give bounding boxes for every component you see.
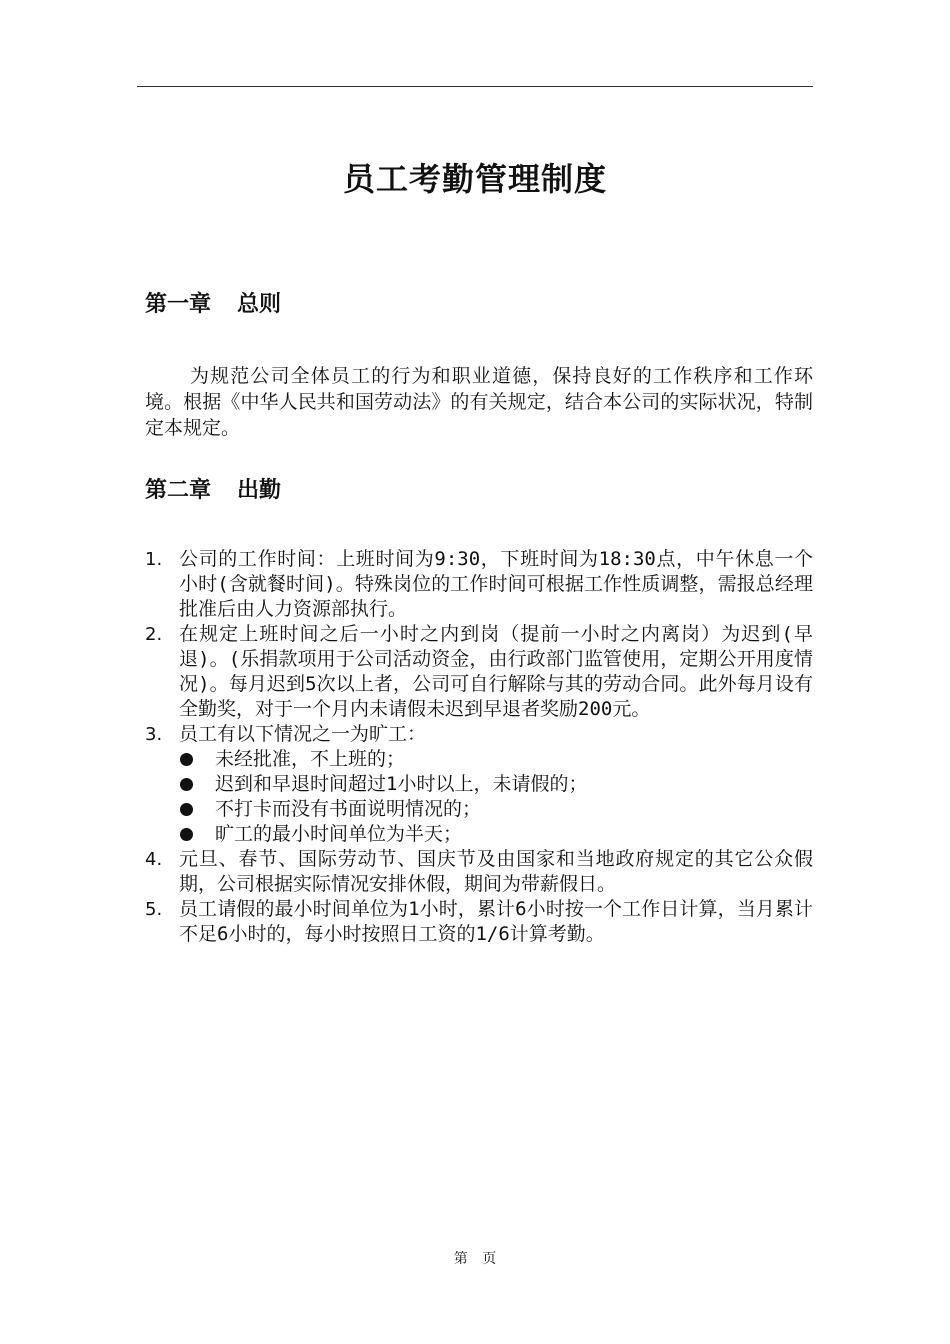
rule-item: [145, 622, 813, 722]
rule-number: 1.: [145, 549, 163, 570]
rule-item: [145, 547, 813, 622]
sub-item-text: 迟到和早退时间超过1小时以上，未请假的；: [215, 773, 588, 795]
chapter-2-heading: [145, 473, 281, 504]
rule-number: 3.: [145, 724, 163, 745]
rule-item: [145, 897, 813, 947]
bullet-icon: [180, 803, 193, 816]
chapter-2-name: 出勤: [237, 478, 282, 503]
rule-text: 员工请假的最小时间单位为1小时，累计6小时按一个工作日计算，当月累计不足6小时的，每小时按照日工资的1/6计算考勤。: [179, 898, 813, 945]
rule-text: 在规定上班时间之后一小时之内到岗（提前一小时之内离岗）为迟到(早退)。(乐捐款项用于公司活动资金，由行政部门监管使用，定期公开用度情况)。每月迟到5次以上者，公司可自行解除与其的劳动合同。此外每月设有全勤奖，对于一个月内未请假未迟到早退者奖励200元。: [179, 623, 813, 720]
rule-number: 5.: [145, 899, 163, 920]
sub-item-text: 未经批准，不上班的；: [215, 748, 406, 770]
sub-item: [179, 797, 813, 822]
chapter-1-label: 第一章: [145, 292, 212, 317]
chapter-1-heading: [145, 287, 281, 318]
chapter-1-name: 总则: [237, 292, 282, 317]
rule-number: 2.: [145, 624, 163, 645]
rule-text: 元旦、春节、国际劳动节、国庆节及由国家和当地政府规定的其它公众假期，公司根据实际情况安排休假，期间为带薪假日。: [179, 848, 813, 895]
bullet-icon: [180, 778, 193, 791]
bullet-icon: [180, 753, 193, 766]
sub-item-text: 旷工的最小时间单位为半天；: [215, 823, 463, 845]
rule-item: [145, 847, 813, 897]
sub-item: [179, 772, 813, 797]
rule-text: 员工有以下情况之一为旷工：: [179, 723, 427, 745]
chapter-2-label: 第二章: [145, 478, 212, 503]
bullet-icon: [180, 828, 193, 841]
header-rule: [137, 86, 813, 87]
sub-item: [179, 822, 813, 847]
document-title: 员工考勤管理制度: [342, 160, 607, 198]
absence-conditions-list: [179, 747, 813, 847]
sub-item: [179, 747, 813, 772]
rule-number: 4.: [145, 849, 163, 870]
rule-item: [145, 722, 813, 847]
rule-text: 公司的工作时间：上班时间为9:30，下班时间为18:30点，中午休息一个小时(含就餐时间)。特殊岗位的工作时间可根据工作性质调整，需报总经理批准后由人力资源部执行。: [179, 548, 813, 620]
chapter-1-paragraph: 为规范公司全体员工的行为和职业道德，保持良好的工作秩序和工作环境。根据《中华人民共和国劳动法》的有关规定，结合本公司的实际状况，特制定本规定。: [145, 365, 813, 439]
page-footer: 第 页: [453, 1251, 497, 1267]
sub-item-text: 不打卡而没有书面说明情况的；: [215, 798, 482, 820]
attendance-rules-list: [145, 547, 813, 947]
